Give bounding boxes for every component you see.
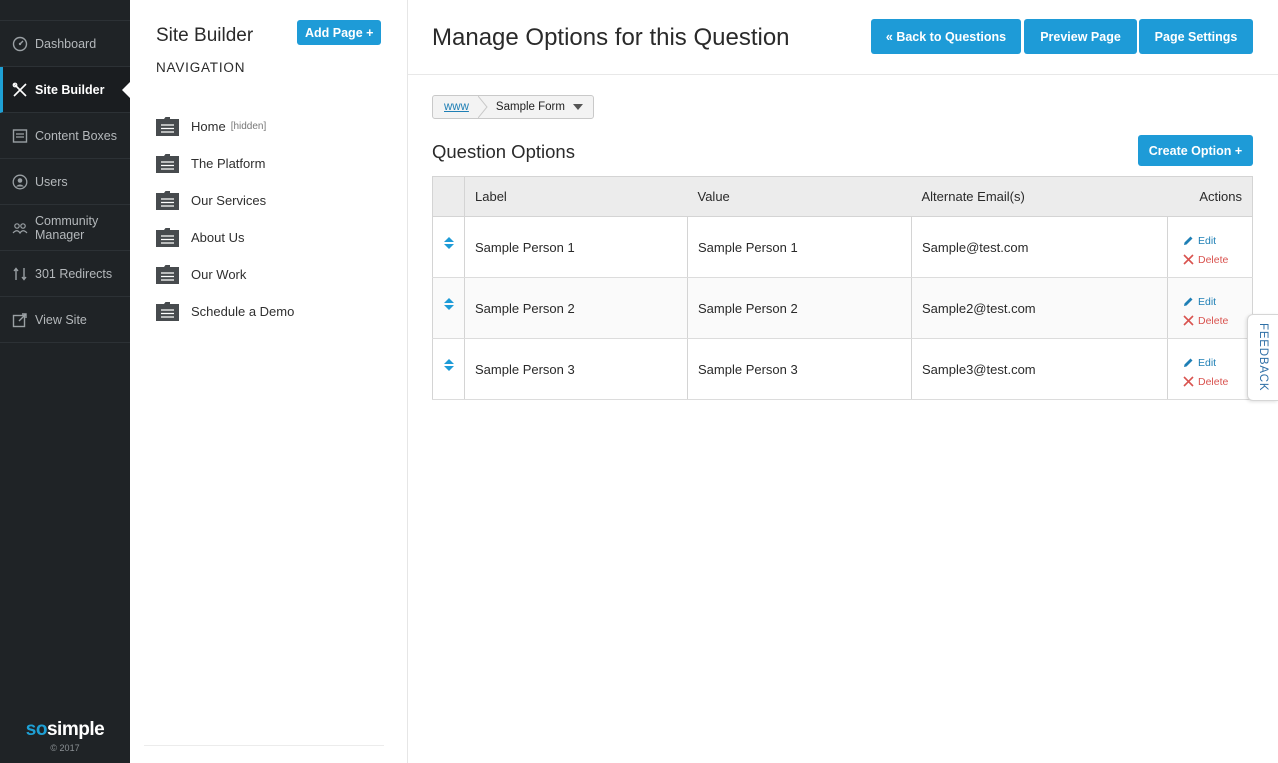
- sidebar-top-strip: [0, 0, 130, 21]
- edit-label: Edit: [1198, 234, 1217, 247]
- delete-label: Delete: [1198, 314, 1229, 327]
- page-item-about-us[interactable]: [156, 219, 294, 256]
- cell-email: Sample@test.com: [912, 217, 1168, 278]
- brand-logo-prefix: so: [25, 719, 47, 740]
- section-title: Question Options: [432, 141, 575, 162]
- caret-down-icon: [573, 104, 583, 110]
- preview-page-button[interactable]: Preview Page: [1024, 19, 1137, 54]
- delete-link[interactable]: [1183, 372, 1252, 391]
- column-header-value: Value: [688, 177, 912, 217]
- drag-handle[interactable]: [433, 278, 465, 339]
- page-item-label: Our Services: [191, 193, 267, 208]
- sidebar-item-community-manager[interactable]: [0, 205, 130, 251]
- panel-divider: [144, 745, 384, 746]
- tools-icon: [11, 81, 28, 98]
- breadcrumb-root-link[interactable]: www: [444, 101, 469, 113]
- cell-value: Sample Person 3: [688, 339, 912, 400]
- cell-value: Sample Person 2: [688, 278, 912, 339]
- page-item-the-platform[interactable]: [156, 145, 294, 182]
- cell-actions: [1168, 217, 1253, 278]
- edit-label: Edit: [1198, 295, 1217, 308]
- sidebar-item-label: 301 Redirects: [35, 266, 113, 281]
- folder-icon: [156, 265, 179, 284]
- user-icon: [11, 173, 28, 190]
- sidebar-item-dashboard[interactable]: [0, 21, 130, 67]
- sidebar-item-label: Dashboard: [35, 36, 97, 51]
- folder-icon: [156, 191, 179, 210]
- page-item-our-work[interactable]: [156, 256, 294, 293]
- feedback-tab[interactable]: [1247, 314, 1278, 401]
- edit-label: Edit: [1198, 356, 1217, 369]
- navigation-heading: NAVIGATION: [156, 60, 246, 75]
- page-item-label: Home: [191, 119, 226, 134]
- cell-label: Sample Person 3: [465, 339, 688, 400]
- drag-column-header: [433, 177, 465, 217]
- cell-value: Sample Person 1: [688, 217, 912, 278]
- breadcrumb-current: Sample Form: [495, 101, 565, 113]
- external-link-icon: [11, 311, 28, 328]
- page-item-schedule-a-demo[interactable]: [156, 293, 294, 330]
- column-header-label: Label: [465, 177, 688, 217]
- drag-handle[interactable]: [433, 217, 465, 278]
- delete-label: Delete: [1198, 253, 1229, 266]
- redirect-icon: [11, 265, 28, 282]
- sidebar-item-view-site[interactable]: [0, 297, 130, 343]
- main-content: [408, 0, 1278, 763]
- sidebar-item-label: Users: [35, 174, 68, 189]
- breadcrumb-form-dropdown[interactable]: [488, 96, 593, 118]
- page-list: [156, 108, 294, 330]
- close-icon: [1183, 315, 1194, 326]
- create-option-button[interactable]: Create Option +: [1138, 135, 1253, 166]
- sidebar-item-label: Site Builder: [35, 82, 105, 97]
- page-title: Manage Options for this Question: [432, 24, 790, 51]
- cell-email: Sample2@test.com: [912, 278, 1168, 339]
- column-header-email: Alternate Email(s): [912, 177, 1168, 217]
- hidden-tag: [hidden]: [230, 121, 267, 132]
- cell-actions: [1168, 339, 1253, 400]
- site-builder-panel: [130, 0, 408, 763]
- brand-logo[interactable]: [0, 719, 130, 753]
- cell-email: Sample3@test.com: [912, 339, 1168, 400]
- page-item-label: The Platform: [191, 156, 266, 171]
- drag-handle-icon: [443, 359, 455, 371]
- page-item-label: Our Work: [191, 267, 247, 282]
- delete-link[interactable]: [1183, 250, 1252, 269]
- sidebar-item-content-boxes[interactable]: [0, 113, 130, 159]
- page-item-label: About Us: [191, 230, 245, 245]
- edit-link[interactable]: [1183, 292, 1252, 311]
- page-item-home[interactable]: [156, 108, 294, 145]
- sidebar-item-301-redirects[interactable]: [0, 251, 130, 297]
- folder-icon: [156, 117, 179, 136]
- back-to-questions-button[interactable]: « Back to Questions: [871, 19, 1021, 54]
- folder-icon: [156, 302, 179, 321]
- sidebar-item-label: View Site: [35, 312, 87, 327]
- table-row: [433, 217, 1253, 278]
- breadcrumb-separator-icon: [478, 96, 488, 118]
- dashboard-icon: [11, 35, 28, 52]
- cell-label: Sample Person 2: [465, 278, 688, 339]
- folder-icon: [156, 228, 179, 247]
- edit-link[interactable]: [1183, 231, 1252, 250]
- feedback-label: FEEDBACK: [1257, 323, 1269, 392]
- pencil-icon: [1183, 357, 1194, 368]
- close-icon: [1183, 376, 1194, 387]
- community-icon: [11, 219, 28, 236]
- drag-handle-icon: [443, 237, 455, 249]
- cell-label: Sample Person 1: [465, 217, 688, 278]
- folder-icon: [156, 154, 179, 173]
- add-page-button[interactable]: Add Page +: [297, 20, 381, 45]
- main-sidebar: [0, 0, 130, 763]
- drag-handle-icon: [443, 298, 455, 310]
- drag-handle[interactable]: [433, 339, 465, 400]
- brand-logo-suffix: simple: [46, 719, 105, 740]
- pencil-icon: [1183, 296, 1194, 307]
- pencil-icon: [1183, 235, 1194, 246]
- breadcrumb: [432, 95, 594, 119]
- delete-label: Delete: [1198, 375, 1229, 388]
- copyright-text: © 2017: [50, 743, 80, 753]
- page-header: [408, 0, 1278, 75]
- sidebar-item-users[interactable]: [0, 159, 130, 205]
- sidebar-item-label: Content Boxes: [35, 128, 117, 143]
- site-builder-title: Site Builder: [156, 25, 254, 46]
- delete-link[interactable]: [1183, 311, 1252, 330]
- options-table: [432, 176, 1253, 400]
- close-icon: [1183, 254, 1194, 265]
- sidebar-item-label: Community Manager: [35, 213, 99, 242]
- page-settings-button[interactable]: Page Settings: [1139, 19, 1253, 54]
- edit-link[interactable]: [1183, 353, 1252, 372]
- cell-actions: [1168, 278, 1253, 339]
- table-header-row: [433, 177, 1253, 217]
- table-row: [433, 339, 1253, 400]
- content-boxes-icon: [11, 127, 28, 144]
- column-header-actions: Actions: [1168, 177, 1253, 217]
- sidebar-item-site-builder[interactable]: [0, 67, 130, 113]
- page-item-our-services[interactable]: [156, 182, 294, 219]
- table-row: [433, 278, 1253, 339]
- page-item-label: Schedule a Demo: [191, 304, 295, 319]
